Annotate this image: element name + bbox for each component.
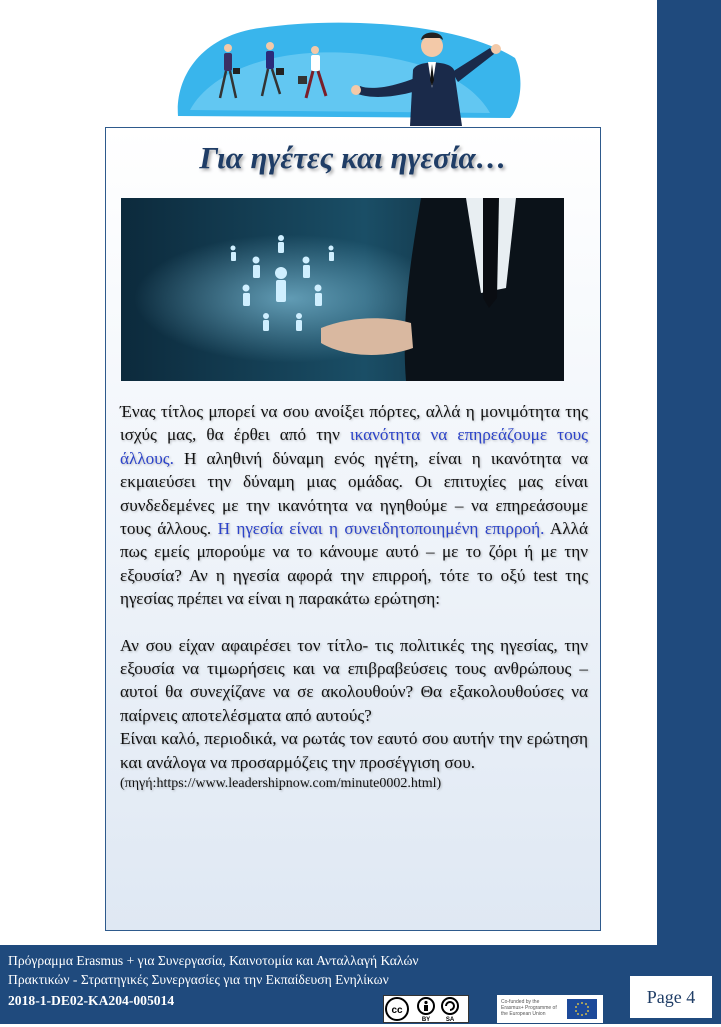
page-number: Page 4 [646, 987, 696, 1007]
footer-bar [0, 945, 721, 1024]
svg-text:cc: cc [391, 1005, 403, 1016]
article-body [120, 400, 588, 794]
page-number-box [629, 975, 713, 1019]
svg-text:BY: BY [421, 1017, 431, 1022]
leadership-photo [121, 198, 564, 381]
header-illustration [170, 18, 525, 126]
svg-text:SA: SA [445, 1017, 455, 1022]
eu-flag-icon [567, 999, 597, 1019]
eu-cofunded-logo [497, 995, 603, 1023]
content-card [105, 127, 601, 931]
footer-program-line1: Πρόγραμμα Erasmus + για Συνεργασία, Καινοτομία και Ανταλλαγή Καλών [8, 953, 419, 968]
paragraph-intro: Ένας τίτλος μπορεί να σου ανοίξει πόρτες, αλλά η μονιμότητα της ισχύς μας, θα έρθει από την ικανότητα να επηρεάζουμε τους άλλους. Η αληθινή δύναμη ενός ηγέτη, είναι η ικανότητα να εκμαιεύσει την δύναμη μιας ομάδας. Οι επιτυχίες μας είναι συνδεδεμένες με την ικανότητα να ηγηθούμε – να επηρεάσουμε τους άλλους. Η ηγεσία είναι η συνειδητοποιημένη επιρροή. Αλλά πως εμείς μπορούμε να το κάνουμε αυτό – με το ζόρι ή με την εξουσία? Αν η ηγεσία αφορά την επιρροή, τότε το οξύ test της ηγεσίας πρέπει να είναι η παρακάτω ερώτηση: [120, 402, 588, 609]
footer-program-line2: Πρακτικών - Στρατηγικές Συνεργασίες για την Εκπαίδευση Ενηλίκων [8, 972, 389, 987]
highlight-influence: ικανότητα να επηρεάζουμε τους άλλους. [120, 425, 588, 468]
paragraph-advice: Είναι καλό, περιοδικά, να ρωτάς τον εαυτό σου αυτήν την ερώτηση και ανάλογα να προσαρμόζεις την προσέγγιση σου. [120, 729, 588, 772]
paragraph-question: Αν σου είχαν αφαιρέσει τον τίτλο- τις πολιτικές της ηγεσίας, την εξουσία να τιμωρήσεις και να επιβραβεύσεις τους ανθρώπους –αυτοί θα συνεχίζανε να σε ακολουθούν? Θα εξακολουθούσες να παίρνεις αποτελέσματα από αυτούς? [120, 635, 588, 725]
highlight-leadership-definition: Η ηγεσία είναι η συνειδητοποιημένη επιρροή. [217, 519, 545, 539]
footer-project-code: 2018-1-DE02-KA204-005014 [8, 993, 175, 1008]
eu-cofunded-text: Co-funded by the Erasmus+ Programme of the European Union [501, 999, 557, 1017]
source-citation: (πηγή:https://www.leadershipnow.com/minute0002.html) [120, 776, 442, 792]
page-title: Για ηγέτες και ηγεσία… [199, 140, 507, 175]
cc-by-sa-license-icon [383, 995, 469, 1023]
right-sidebar-bar [657, 0, 721, 945]
